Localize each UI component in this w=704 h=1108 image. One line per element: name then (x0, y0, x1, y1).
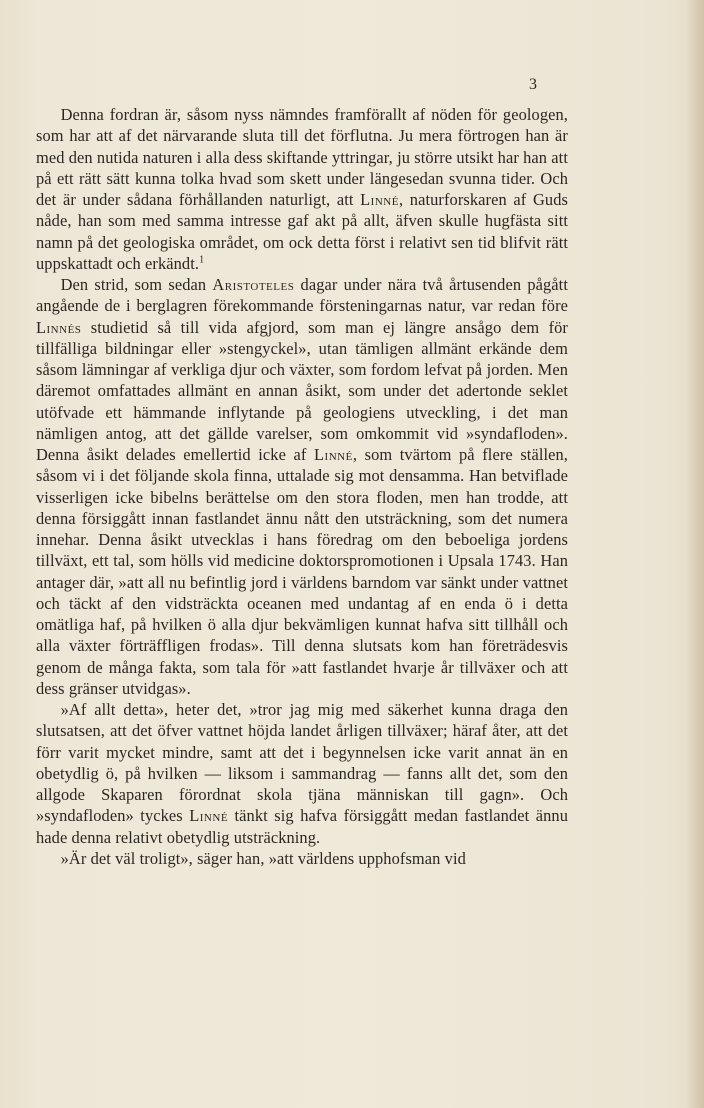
text-run: dagar under nära två årtusenden pågått angående de i berglagren förekommande försteningarnas natur, var redan före (36, 275, 568, 316)
text-run: »Är det väl troligt», säger han, »att världens upphofsman vid (60, 848, 466, 868)
paragraph-3 (36, 699, 568, 848)
footnote-marker: 1 (199, 254, 205, 266)
text-run: Den strid, som sedan (60, 275, 213, 294)
text-run: , naturforskaren af Guds nåde, han som med samma intresse gaf akt på allt, äfven skulle hugfästa sitt namn på det geologiska området, om ock detta först i relativt sen tid blifvit rätt uppskattadt och erkändt. (36, 190, 568, 273)
text-run: »Af allt detta», heter det, »tror jag mig med säkerhet kunna draga den slutsatsen, att det öfver vattnet höjda landet årligen tillväxer; häraf åter, att det förr varit mycket mindre, samt att det i begynnelsen icke varit annat än en obetydlig ö, på hvilken — liksom i sammandrag — fanns allt det, som den allgode Skaparen förordnat skola tjäna människan till gagn». Och »syndafloden» tyckes (36, 700, 568, 826)
text-run: , som tvärtom på flere ställen, såsom vi i det följande skola finna, uttalade sig mot densamma. Han betviflade visserligen icke bibelns berättelse om den stora floden, men han trodde, att denna försiggått innan fastlandet ännu nått den utsträckning, som det numera innehar. Denna åsikt utvecklas i hans föredrag om den beboeliga jordens tillväxt, ett tal, som hölls vid medicine doktorspromotionen i Upsala 1743. Han antager där, »att all nu befintlig jord i världens barndom var sänkt under vattnet och täckt af den vidsträckta oceanen med undantag af en enda ö i detta omätliga haf, på hvilken ö alla djur bekvämligen kunnat hafva sitt tillhåll och alla växter förträffligen frodas». Till denna slutsats kom han företrädesvis genom de många fakta, som tala för »att fastlandet hvarje år tillväxer och att dess gränser utvidgas». (36, 445, 569, 698)
paragraph-1 (36, 104, 568, 274)
page-edge-shadow (686, 0, 704, 1108)
paragraph-4 (36, 848, 568, 869)
body-text (36, 104, 568, 869)
small-caps-name: Linnés (36, 317, 82, 337)
text-run: tänkt sig hafva försiggått medan fastlandet ännu hade denna relativt obetydlig utsträckning. (36, 806, 569, 847)
small-caps-name: Linné (314, 445, 353, 464)
text-run: studietid så till vida afgjord, som man ej längre ansågo dem för tillfälliga bildningar eller »stengyckel», utan tämligen allmänt erkände dem såsom lämningar af verkliga djur och växter, som fordom lefvat på jorden. Men däremot omfattades allmänt en annan åsikt, som under det adertonde seklet utöfvade ett hämmande inflytande på geologiens utveckling, i det man nämligen antog, att det gällde varelser, som omkommit vid »syndafloden». Denna åsikt delades emellertid icke af (36, 317, 568, 464)
paragraph-2 (36, 274, 568, 699)
page-number: 3 (529, 76, 537, 93)
small-caps-name: Linné (360, 190, 399, 209)
small-caps-name: Aristoteles (212, 275, 295, 294)
small-caps-name: Linné (189, 806, 229, 826)
text-run: Denna fordran är, såsom nyss nämndes framförallt af nöden för geologen, som har att af det närvarande sluta till det förflutna. Ju mera förtrogen han är med den nutida naturen i alla dess skiftande yttringar, ju större utsikt har han att på ett rätt sätt kunna tolka hvad som skett under längesedan svunna tider. Och det är under sådana förhållanden naturligt, att (36, 105, 568, 209)
